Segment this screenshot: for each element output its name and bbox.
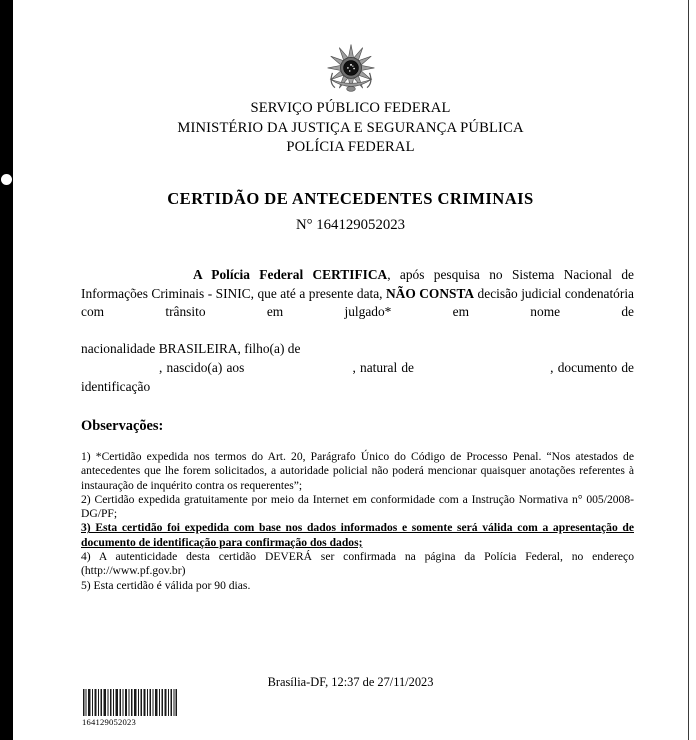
barcode-block	[82, 689, 178, 727]
barcode-number: 164129052023	[82, 717, 136, 727]
brazil-coat-of-arms-icon	[320, 42, 382, 100]
certification-statement	[81, 266, 634, 415]
header-line-federal-police: POLÍCIA FEDERAL	[286, 139, 415, 155]
page-title: CERTIDÃO DE ANTECEDENTES CRIMINAIS	[167, 189, 534, 208]
certification-paragraph	[81, 266, 634, 340]
coat-of-arms-container	[13, 42, 688, 105]
certification-segment-1: , após pesquisa no Sistema Nacional de Informações Criminais - SINIC, que até a presente data,	[81, 267, 635, 301]
issue-place-and-date: Brasília-DF, 12:37 de 27/11/2023	[267, 675, 434, 689]
certification-segment-3: nacionalidade BRASILEIRA, filho(a) de	[81, 341, 301, 357]
observation-item: 1) *Certidão expedida nos termos do Art. 20, Parágrafo Único do Código de Processo Penal. “Nos atestados de antecedentes que lhe forem solicitados, a autoridade policial não poderá mencionar quaisquer anotações referentes à instauração de inquérito contra os requerentes”;	[81, 450, 634, 492]
certification-emphasis: NÃO CONSTA	[386, 285, 475, 301]
certification-segment-2: decisão judicial condenatória com trânsito em julgado* em nome de	[81, 285, 634, 320]
observation-item: 3) Esta certidão foi expedida com base nos dados informados e somente será válida com a apresentação de documento de identificação para confirmação dos dados;	[81, 521, 634, 549]
title-block	[13, 188, 688, 236]
scanner-registration-dot	[1, 174, 12, 185]
observation-item: 4) A autenticidade desta certidão DEVERÁ ser confirmada na página da Polícia Federal, no endereço (http://www.pf.gov.br)	[81, 550, 634, 578]
observations-list	[81, 450, 634, 593]
certification-lead-bold: A Polícia Federal CERTIFICA	[193, 267, 388, 282]
official-header	[13, 99, 688, 158]
nationality-line	[81, 340, 634, 359]
barcode-icon	[82, 689, 178, 716]
observation-item: 2) Certidão expedida gratuitamente por meio da Internet em conformidade com a Instrução Normativa n° 005/2008-DG/PF;	[81, 492, 634, 521]
header-line-federal-service: SERVIÇO PÚBLICO FEDERAL	[250, 100, 451, 116]
certificate-page	[13, 0, 688, 740]
certificate-number: N° 164129052023	[295, 217, 406, 233]
header-line-ministry: MINISTÉRIO DA JUSTIÇA E SEGURANÇA PÚBLICA	[177, 119, 524, 136]
observations-title: Observações:	[81, 418, 164, 434]
certification-segment-4: , nascido(a) aos	[159, 359, 249, 375]
scanner-edge-strip	[0, 0, 13, 740]
page-right-rule	[688, 0, 689, 740]
certification-segment-6: , documento de identificação	[81, 359, 634, 394]
certification-segment-5: , natural de	[352, 359, 419, 375]
personal-data-line	[81, 359, 634, 415]
observation-item: 5) Esta certidão é válida por 90 dias.	[81, 578, 251, 592]
